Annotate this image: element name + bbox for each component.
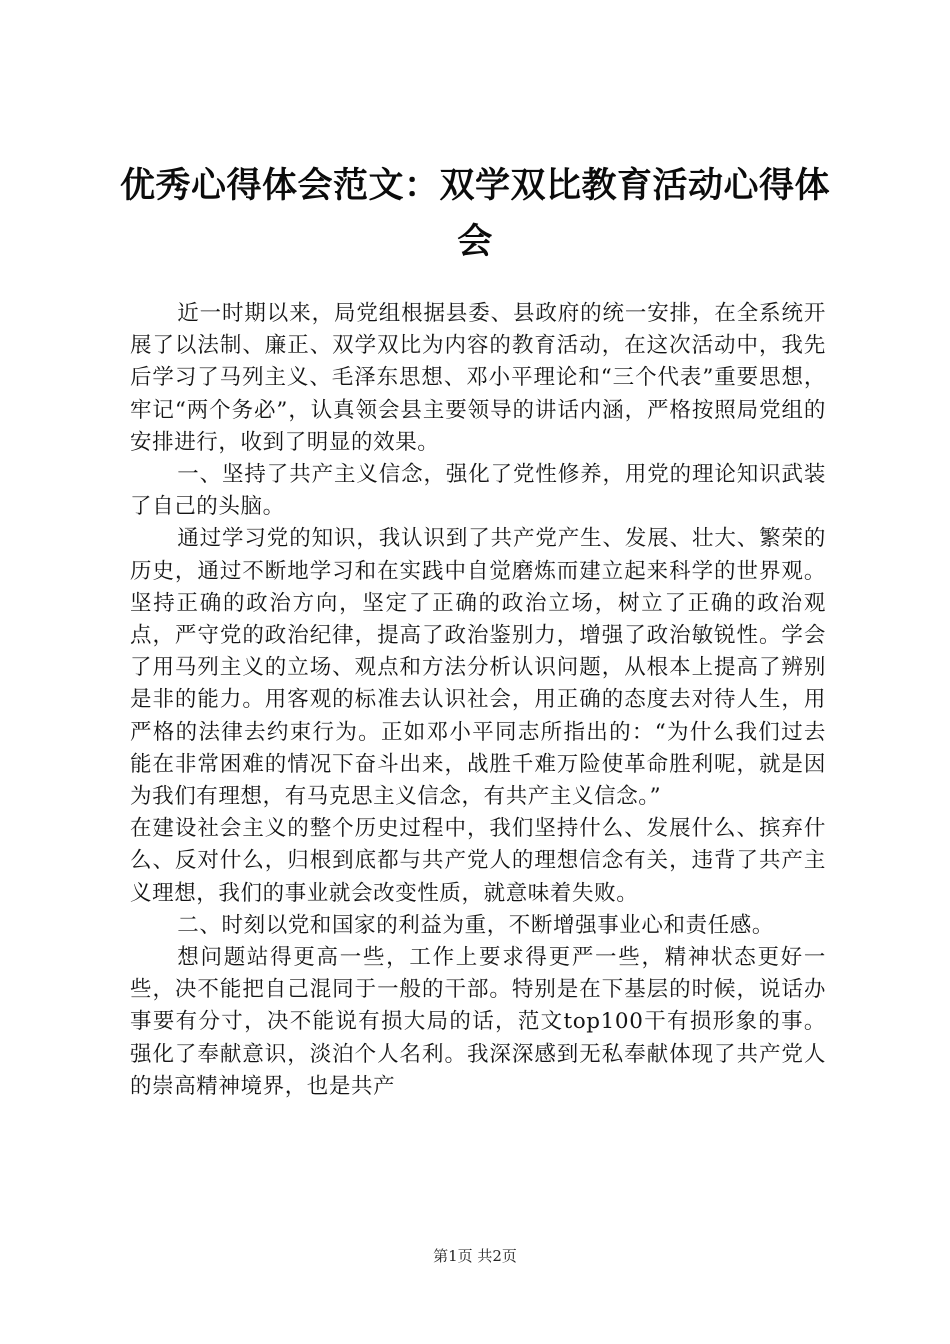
body-paragraph-history: 在建设社会主义的整个历史过程中，我们坚持什么、发展什么、摈弃什么、反对什么，归根到底都与共产党人的理想信念有关，违背了共产主义理想，我们的事业就会改变性质，就意味着失败。 <box>130 816 826 906</box>
body-paragraph-intro: 近一时期以来，局党组根据县委、县政府的统一安排，在全系统开展了以法制、廉正、双学双比为内容的教育活动，在这次活动中，我先后学习了马列主义、毛泽东思想、邓小平理论和“三个代表”重要思想，牢记“两个务必”，认真领会县主要领导的讲话内涵，严格按照局党组的安排进行，收到了明显的效果。 <box>130 301 826 455</box>
document-body <box>130 298 826 1103</box>
section-heading-two: 二、时刻以党和国家的利益为重，不断增强事业心和责任感。 <box>177 912 774 938</box>
body-paragraph-work: 想问题站得更高一些，工作上要求得更严一些，精神状态更好一些，决不能把自己混同于一般的干部。特别是在下基层的时候，说话办事要有分寸，决不能说有损大局的话，范文top100干有损形象的事。强化了奉献意识，淡泊个人名利。我深深感到无私奉献体现了共产党人的崇高精神境界，也是共产 <box>130 945 826 1099</box>
section-heading-one: 一、坚持了共产主义信念，强化了党性修养，用党的理论知识武装了自己的头脑。 <box>130 462 826 520</box>
body-paragraph-study: 通过学习党的知识，我认识到了共产党产生、发展、壮大、繁荣的历史，通过不断地学习和在实践中自觉磨炼而建立起来科学的世界观。坚持正确的政治方向，坚定了正确的政治立场，树立了正确的政治观点，严守党的政治纪律，提高了政治鉴别力，增强了政治敏锐性。学会了用马列主义的立场、观点和方法分析认识问题，从根本上提高了辨别是非的能力。用客观的标准去认识社会，用正确的态度去对待人生，用严格的法律去约束行为。正如邓小平同志所指出的：“为什么我们过去能在非常困难的情况下奋斗出来，战胜千难万险使革命胜利呢，就是因为我们有理想，有马克思主义信念，有共产主义信念。” <box>130 526 826 810</box>
page-number-footer: 第1页 共2页 <box>433 1247 517 1265</box>
page-title: 优秀心得体会范文：双学双比教育活动心得体会 <box>119 166 830 262</box>
